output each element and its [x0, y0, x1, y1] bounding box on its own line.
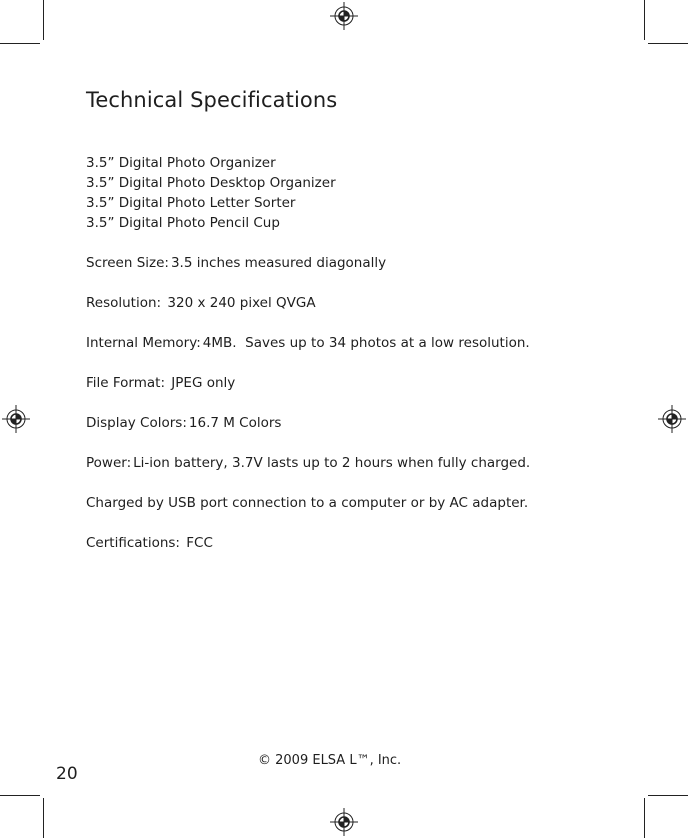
spec-file-format	[86, 373, 626, 393]
registration-right-icon	[657, 404, 687, 434]
crop-mark-bottom-right-horizontal	[648, 795, 688, 796]
spec-label: Power:	[86, 455, 132, 471]
crop-mark-top-left-horizontal	[0, 43, 40, 44]
spec-label: Certifications:	[86, 535, 180, 551]
product-list	[86, 153, 626, 233]
page-number: 20	[56, 764, 78, 784]
crop-mark-top-right-horizontal	[648, 43, 688, 44]
copyright-notice: © 2009 ELSA L™, Inc.	[258, 753, 402, 768]
spec-label: Display Colors:	[86, 415, 187, 431]
spec-charging: Charged by USB port connection to a computer or by AC adapter.	[86, 495, 529, 511]
spec-label: Resolution:	[86, 295, 162, 311]
spec-display-colors	[86, 413, 626, 433]
spec-value: Li-ion battery, 3.7V lasts up to 2 hours when fully charged.	[133, 455, 531, 471]
product-item: 3.5” Digital Photo Organizer	[86, 155, 276, 171]
product-item: 3.5” Digital Photo Letter Sorter	[86, 195, 296, 211]
registration-top-icon	[329, 1, 359, 31]
spec-screen-size	[86, 253, 626, 273]
spec-certifications	[86, 533, 626, 553]
spec-label: Screen Size:	[86, 255, 169, 271]
crop-mark-bottom-left-vertical	[43, 798, 44, 838]
spec-value: 4MB. Saves up to 34 photos at a low resolution.	[202, 335, 530, 351]
crop-mark-bottom-right-vertical	[644, 798, 645, 838]
registration-left-icon	[1, 404, 31, 434]
spec-label: Internal Memory:	[86, 335, 201, 351]
spec-value: FCC	[181, 535, 213, 551]
spec-value: 3.5 inches measured diagonally	[170, 255, 387, 271]
spec-value: JPEG only	[167, 375, 236, 391]
product-item: 3.5” Digital Photo Desktop Organizer	[86, 175, 336, 191]
crop-mark-top-left-vertical	[43, 0, 44, 40]
spec-content	[86, 153, 626, 553]
spec-value: 320 x 240 pixel QVGA	[163, 295, 316, 311]
spec-label: File Format:	[86, 375, 166, 391]
spec-resolution	[86, 293, 626, 313]
page-title: Technical Specifications	[86, 88, 338, 112]
spec-internal-memory	[86, 333, 626, 353]
spec-value: 16.7 M Colors	[188, 415, 282, 431]
product-item: 3.5” Digital Photo Pencil Cup	[86, 215, 280, 231]
crop-mark-top-right-vertical	[644, 0, 645, 40]
spec-power	[86, 453, 626, 473]
registration-bottom-icon	[329, 807, 359, 837]
crop-mark-bottom-left-horizontal	[0, 795, 40, 796]
